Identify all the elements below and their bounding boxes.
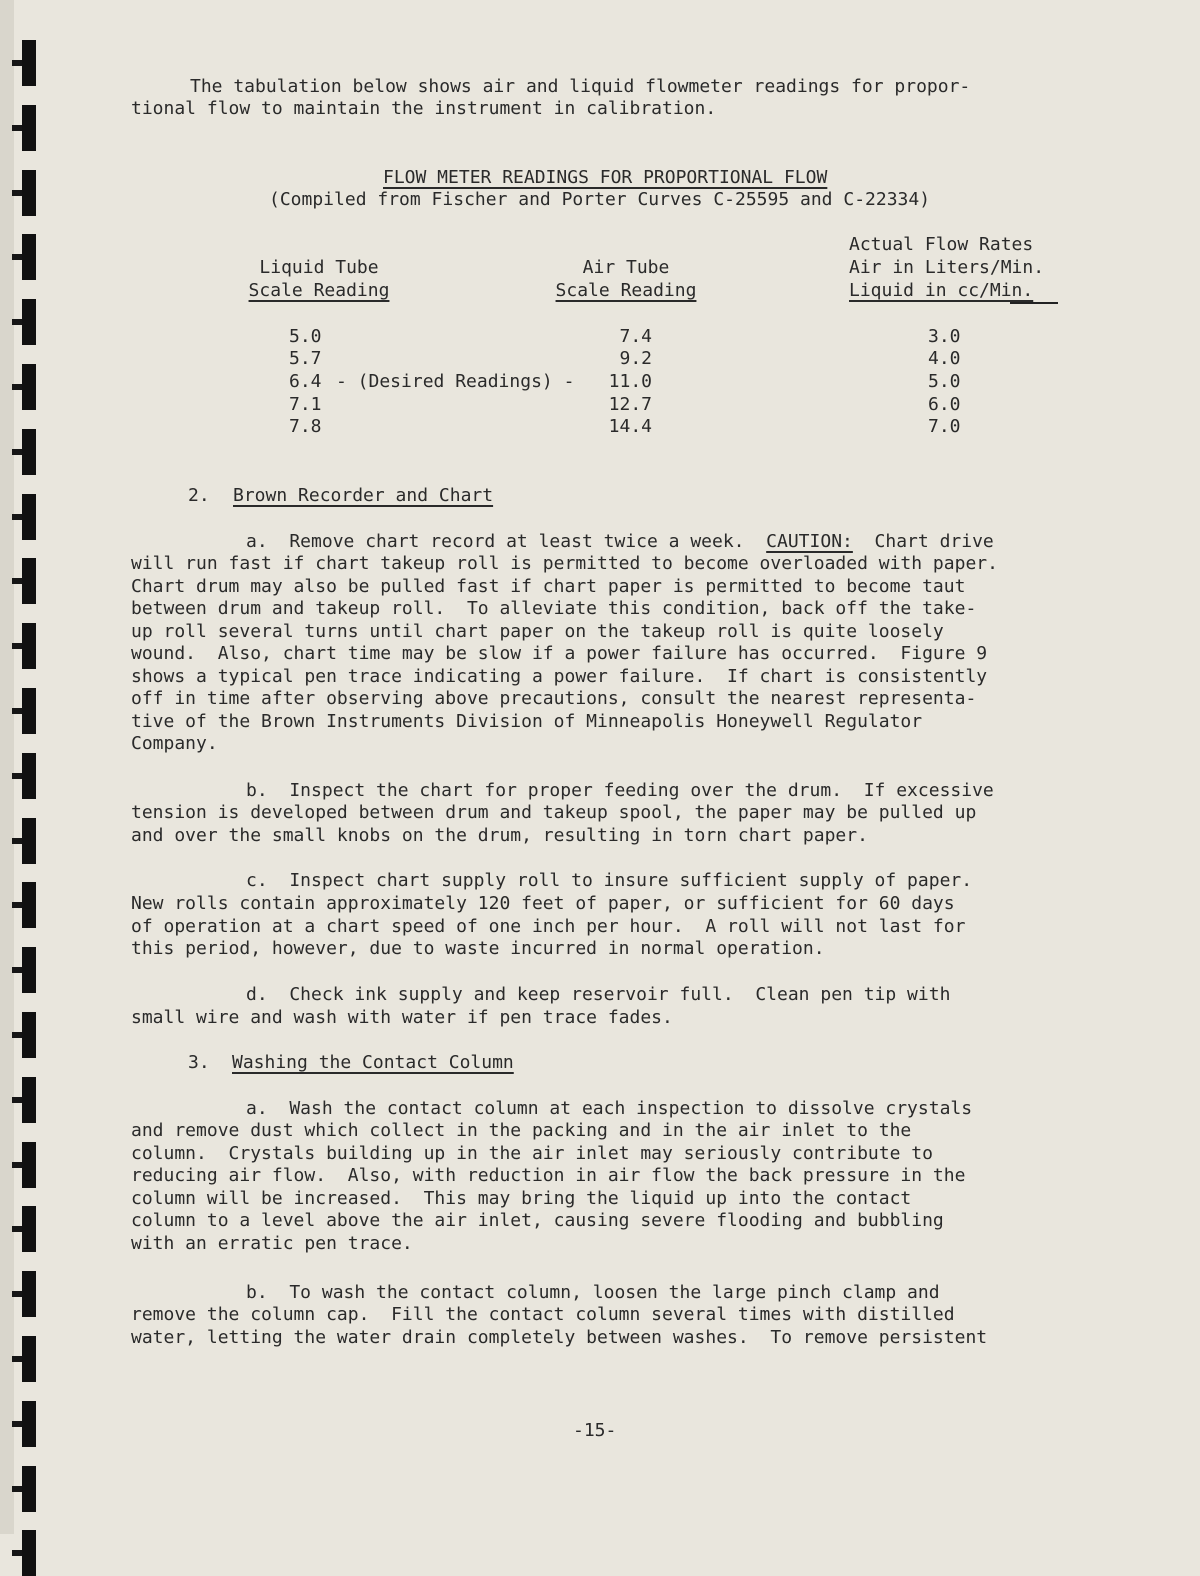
paragraph-line: with an erratic pen trace. [131, 1232, 413, 1254]
section-3a-body [131, 1120, 1051, 1255]
paragraph-line: column. Crystals building up in the air inlet may seriously contribute to [131, 1142, 933, 1164]
cell-air: 11.0 [608, 371, 652, 392]
binding-tab [12, 364, 36, 410]
header-actual-line-3: Liquid in cc/Min. [849, 280, 1034, 301]
paragraph-line: Chart drum may also be pulled fast if chart paper is permitted to become taut [131, 575, 966, 597]
header-actual-line-2: Air in Liters/Min. [849, 257, 1045, 278]
header-liquid-line-2: Scale Reading [248, 280, 390, 301]
paragraph-line: and remove dust which collect in the packing and in the air inlet to the [131, 1120, 912, 1141]
binding-tab [12, 882, 36, 928]
table-subtitle: (Compiled from Fischer and Porter Curves C-25595 and C-22334) [269, 189, 931, 210]
paragraph-line: reducing air flow. Also, with reduction in air flow the back pressure in the [131, 1165, 966, 1186]
paragraph-line: Company. [131, 733, 218, 754]
cell-air: 7.4 [619, 326, 652, 347]
section-2a-body [131, 553, 1051, 756]
section-2c-first-line: c. Inspect chart supply roll to insure sufficient supply of paper. [246, 870, 973, 891]
paragraph-line: of operation at a chart speed of one inch per hour. A roll will not last for [131, 915, 966, 937]
cell-air: 12.7 [608, 394, 652, 415]
intro-line-2: tional flow to maintain the instrument in calibration. [131, 98, 717, 119]
cell-actual: 6.0 [928, 394, 961, 415]
cell-liquid: 6.4 [289, 371, 322, 392]
paragraph-line: shows a typical pen trace indicating a power failure. If chart is consistently [131, 665, 988, 687]
section-2a-first-suffix: Chart drive [852, 531, 994, 552]
paragraph-line: this period, however, due to waste incurred in normal operation. [131, 938, 825, 959]
section-2a-first-prefix: a. Remove chart record at least twice a week. [246, 531, 767, 552]
section-3b-body [131, 1304, 1051, 1349]
cell-air: 9.2 [619, 348, 652, 369]
desired-readings-label: - (Desired Readings) - [336, 371, 575, 392]
section-2b-body [131, 802, 1051, 847]
section-2a-first-line [246, 531, 994, 554]
binding-tab [12, 40, 36, 86]
paragraph-line: up roll several turns until chart paper on the takeup roll is quite loosely [131, 620, 944, 642]
binding-tab [12, 1336, 36, 1382]
caution-label: CAUTION: [766, 531, 853, 552]
section-3a-first-line: a. Wash the contact column at each inspection to dissolve crystals [246, 1098, 973, 1119]
intro-line-1: The tabulation below shows air and liquid flowmeter readings for propor- [190, 76, 971, 97]
section-3b-first-line: b. To wash the contact column, loosen the large pinch clamp and [246, 1282, 940, 1303]
binding-tab [12, 818, 36, 864]
header-air-line-2: Scale Reading [555, 280, 697, 301]
binding-tab [12, 1466, 36, 1512]
binding-tab [12, 947, 36, 993]
binding-tab [12, 753, 36, 799]
section-3-heading: Washing the Contact Column [232, 1052, 514, 1073]
binding-tab [12, 558, 36, 604]
binding-tab [12, 234, 36, 280]
paragraph-line: tension is developed between drum and takeup spool, the paper may be pulled up [131, 802, 977, 823]
cell-air: 14.4 [608, 416, 652, 437]
binding-tab [12, 170, 36, 216]
binding-tab [12, 1077, 36, 1123]
section-2-heading: Brown Recorder and Chart [233, 485, 494, 506]
paragraph-line: column to a level above the air inlet, causing severe flooding and bubbling [131, 1210, 944, 1231]
cell-actual: 3.0 [928, 326, 961, 347]
header-actual-line-1: Actual Flow Rates [849, 234, 1034, 255]
cell-liquid: 5.0 [289, 326, 322, 347]
paragraph-line: between drum and takeup roll. To alleviate this condition, back off the take- [131, 598, 977, 619]
binding-tab [12, 429, 36, 475]
cell-liquid: 7.1 [289, 394, 322, 415]
binding-tab [12, 105, 36, 151]
header-liquid-line-1: Liquid Tube [259, 257, 379, 278]
spiral-binding [0, 0, 40, 1534]
binding-tab [12, 1271, 36, 1317]
paragraph-line: wound. Also, chart time may be slow if a power failure has occurred. Figure 9 [131, 643, 988, 664]
paragraph-line: remove the column cap. Fill the contact column several times with distilled [131, 1304, 955, 1325]
header-actual-rule [1010, 302, 1058, 304]
cell-actual: 7.0 [928, 416, 961, 437]
paragraph-line: small wire and wash with water if pen trace fades. [131, 1007, 673, 1028]
section-2d-first-line: d. Check ink supply and keep reservoir full. Clean pen tip with [246, 984, 951, 1005]
binding-tab [12, 299, 36, 345]
header-air-line-1: Air Tube [582, 257, 670, 278]
cell-actual: 5.0 [928, 371, 961, 392]
paragraph-line: will run fast if chart takeup roll is permitted to become overloaded with paper. [131, 553, 998, 574]
section-2d-body [131, 1007, 1051, 1030]
section-2-number: 2. [188, 485, 210, 506]
paragraph-line: column will be increased. This may bring the liquid up into the contact [131, 1187, 912, 1209]
binding-tab [12, 688, 36, 734]
paragraph-line: and over the small knobs on the drum, resulting in torn chart paper. [131, 824, 868, 846]
binding-tab [12, 1012, 36, 1058]
binding-tab [12, 494, 36, 540]
table-title: FLOW METER READINGS FOR PROPORTIONAL FLOW [383, 167, 828, 188]
binding-tab [12, 1530, 36, 1576]
cell-actual: 4.0 [928, 348, 961, 369]
binding-tab [12, 1401, 36, 1447]
section-2b-first-line: b. Inspect the chart for proper feeding over the drum. If excessive [246, 780, 994, 801]
section-2c-body [131, 893, 1051, 961]
paragraph-line: off in time after observing above precautions, consult the nearest representa- [131, 688, 977, 709]
binding-tab [12, 1142, 36, 1188]
cell-liquid: 5.7 [289, 348, 322, 369]
page-number: -15- [573, 1420, 617, 1441]
paragraph-line: tive of the Brown Instruments Division of Minneapolis Honeywell Regulator [131, 710, 923, 732]
section-3-number: 3. [188, 1052, 210, 1073]
binding-tab [12, 623, 36, 669]
paragraph-line: New rolls contain approximately 120 feet of paper, or sufficient for 60 days [131, 893, 955, 914]
cell-liquid: 7.8 [289, 416, 322, 437]
paragraph-line: water, letting the water drain completely between washes. To remove persistent [131, 1326, 988, 1348]
binding-tab [12, 1206, 36, 1252]
